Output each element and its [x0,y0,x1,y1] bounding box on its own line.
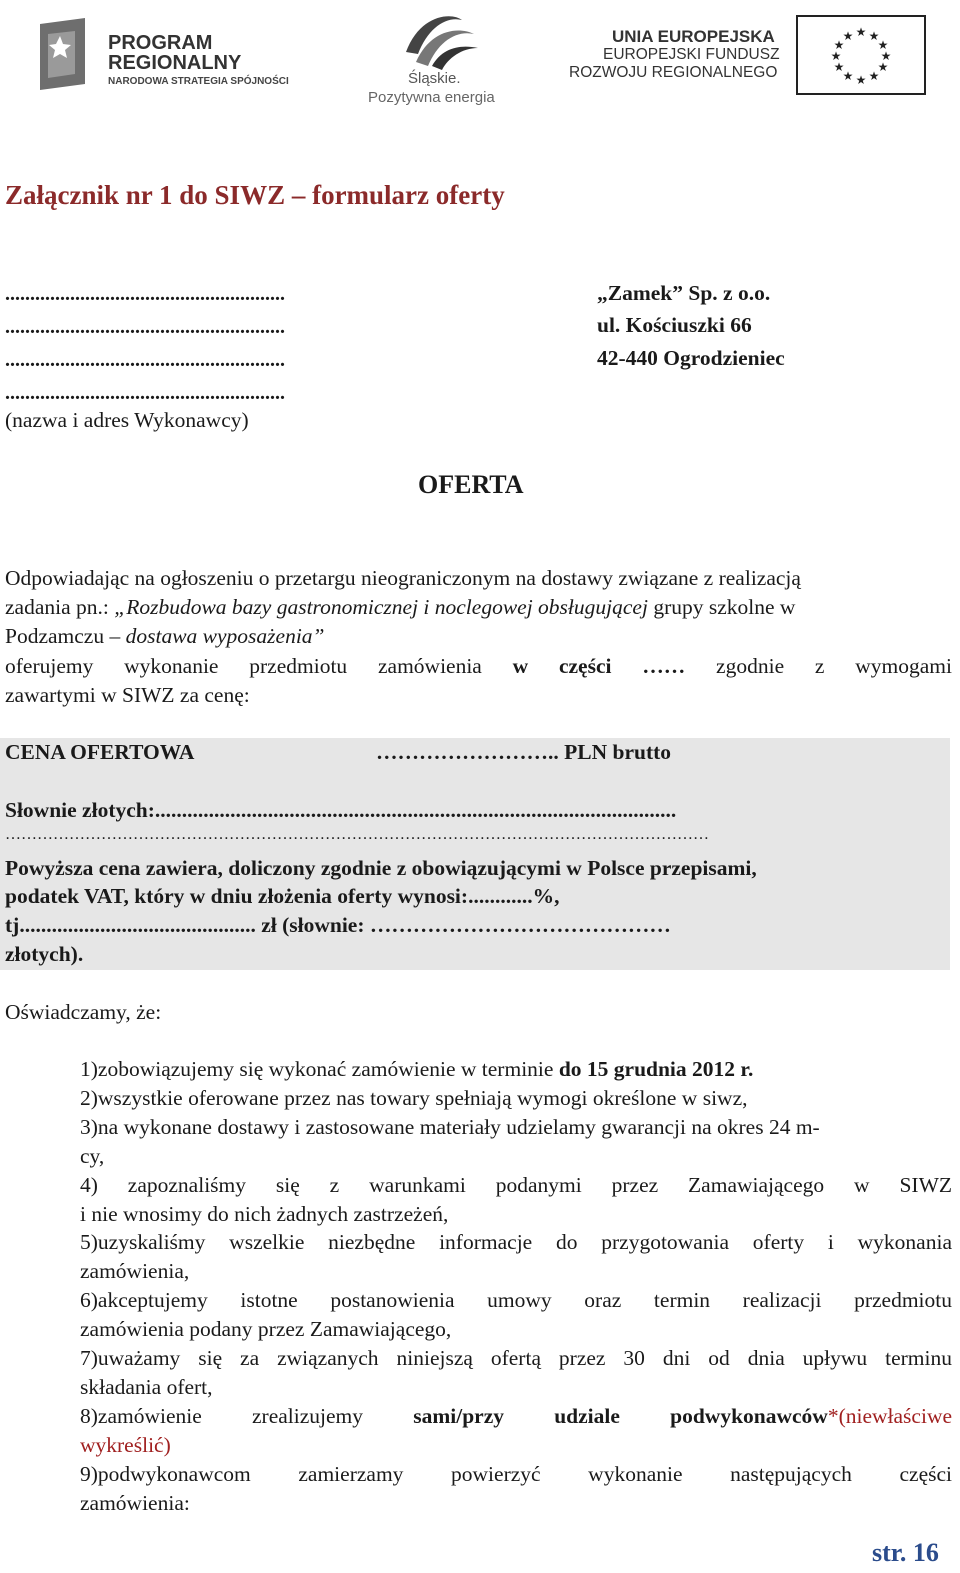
svg-text:★: ★ [842,29,854,43]
intro-line-4 [5,654,952,679]
logo1-line1: PROGRAM [108,32,213,54]
logo3-line3: ROZWOJU REGIONALNEGO [569,64,778,81]
vat-line-3: tj............................................ zł (słownie: …………………………………… [5,913,671,937]
eu-flag-icon [796,15,926,95]
item-5-line-2: zamówienia, [80,1259,190,1283]
logo-bar [0,0,960,115]
item-4-line-1: 4) zapoznaliśmy się z warunkami podanymi przez Zamawiającego w SIWZ [80,1173,952,1197]
item-7-line-1: 7)uważamy się za związanych niniejszą ofertą przez 30 dni od dnia upływu terminu [80,1346,952,1370]
price-words-dots: …………………………………………………………………………………………………………………… [5,826,709,843]
item-1-deadline: do 15 grudnia 2012 r. [558,1057,754,1081]
logo2-line1: Śląskie. [408,70,461,87]
intro-line-5: zawartymi w SIWZ za cenę: [5,683,250,707]
contractor-dots-1: ........................................................ [5,283,285,305]
intro-line-4-a: oferujemy wykonanie przedmiotu zamówienia [5,654,513,678]
svg-text:★: ★ [833,60,845,74]
item-5-line-1: 5)uzyskaliśmy wszelkie niezbędne informacje do przygotowania oferty i wykonania [80,1230,952,1254]
intro-line-3-a: Podzamczu – [5,624,126,648]
svg-text:★: ★ [842,69,854,83]
offer-heading: OFERTA [418,470,524,499]
contractor-label: (nazwa i adres Wykonawcy) [5,408,249,432]
logo1-line2: REGIONALNY [108,52,242,74]
intro-line-3 [5,624,325,649]
item-8-choice: sami/przy udziale podwykonawców [413,1404,828,1428]
recipient-city: 42-440 Ogrodzieniec [597,346,785,370]
intro-line-1: Odpowiadając na ogłoszeniu o przetargu nieograniczonym na dostawy związane z realizacją [5,566,801,590]
task-name-end: dostawa wyposażenia” [125,624,325,648]
declare-heading: Oświadczamy, że: [5,1000,162,1024]
item-6-line-1: 6)akceptujemy istotne postanowienia umowy oraz termin realizacji przedmiotu [80,1288,952,1312]
vat-line-1: Powyższa cena zawiera, doliczony zgodnie z obowiązującymi w Polsce przepisami, [5,856,757,880]
svg-text:★: ★ [868,69,880,83]
intro-line-2 [5,595,931,620]
price-value: …………………….. PLN brutto [376,740,672,764]
item-6-line-2: zamówienia podany przez Zamawiającego, [80,1317,452,1341]
intro-line-2-a: zadania pn.: [5,595,115,619]
slaskie-logo-icon [398,4,482,74]
item-8-line-2: wykreślić) [80,1433,171,1457]
svg-text:★: ★ [868,29,880,43]
item-3-line-2: cy, [80,1144,105,1168]
logo3-line1: UNIA EUROPEJSKA [612,27,775,46]
logo3-line2: EUROPEJSKI FUNDUSZ [603,46,780,63]
intro-line-2-c: grupy szkolne w [653,595,796,619]
logo2-line2: Pozytywna energia [368,89,495,106]
svg-text:★: ★ [855,25,867,39]
part-number: w części …… [512,654,686,678]
item-7-line-2: składania ofert, [80,1375,213,1399]
svg-text:★: ★ [830,49,842,63]
price-words-label: Słownie złotych:................................................................................................. [5,798,677,822]
contractor-dots-2: ........................................................ [5,316,285,338]
intro-line-4-c: zgodnie z wymogami [685,654,952,678]
item-2: 2)wszystkie oferowane przez nas towary spełniają wymogi określone w siwz, [80,1086,748,1110]
item-8-note: *(niewłaściwe [827,1404,953,1428]
item-4-line-2: i nie wnosimy do nich żadnych zastrzeżeń, [80,1202,449,1226]
svg-text:★: ★ [833,38,845,52]
page-number: str. 16 [872,1538,939,1567]
svg-text:★: ★ [880,49,892,63]
contractor-dots-3: ........................................................ [5,349,285,371]
item-1-text: 1)zobowiązujemy się wykonać zamówienie w terminie [80,1057,559,1081]
recipient-name: „Zamek” Sp. z o.o. [597,281,771,305]
item-1 [80,1057,753,1082]
vat-line-2: podatek VAT, który w dniu złożenia oferty wynosi:............%, [5,884,560,908]
item-9-line-2: zamówienia: [80,1491,190,1515]
item-9-line-1: 9)podwykonawcom zamierzamy powierzyć wykonanie następujących części [80,1462,952,1486]
item-8-line-1 [80,1404,952,1429]
svg-text:★: ★ [877,38,889,52]
svg-text:★: ★ [877,60,889,74]
item-3-line-1: 3)na wykonane dostawy i zastosowane materiały udzielamy gwarancji na okres 24 m- [80,1115,820,1139]
vat-line-4: złotych). [5,942,84,966]
task-name: „Rozbudowa bazy gastronomicznej i noclegowej obsługującej [114,595,654,619]
program-regionalny-logo-icon [30,14,90,94]
svg-text:★: ★ [855,73,867,87]
contractor-dots-4: ........................................................ [5,382,285,404]
logo1-line3: NARODOWA STRATEGIA SPÓJNOŚCI [108,76,289,87]
item-8-text: 8)zamówienie zrealizujemy [80,1404,414,1428]
document-title: Załącznik nr 1 do SIWZ – formularz oferty [5,180,505,210]
recipient-street: ul. Kościuszki 66 [597,313,752,337]
price-label: CENA OFERTOWA [5,740,195,764]
